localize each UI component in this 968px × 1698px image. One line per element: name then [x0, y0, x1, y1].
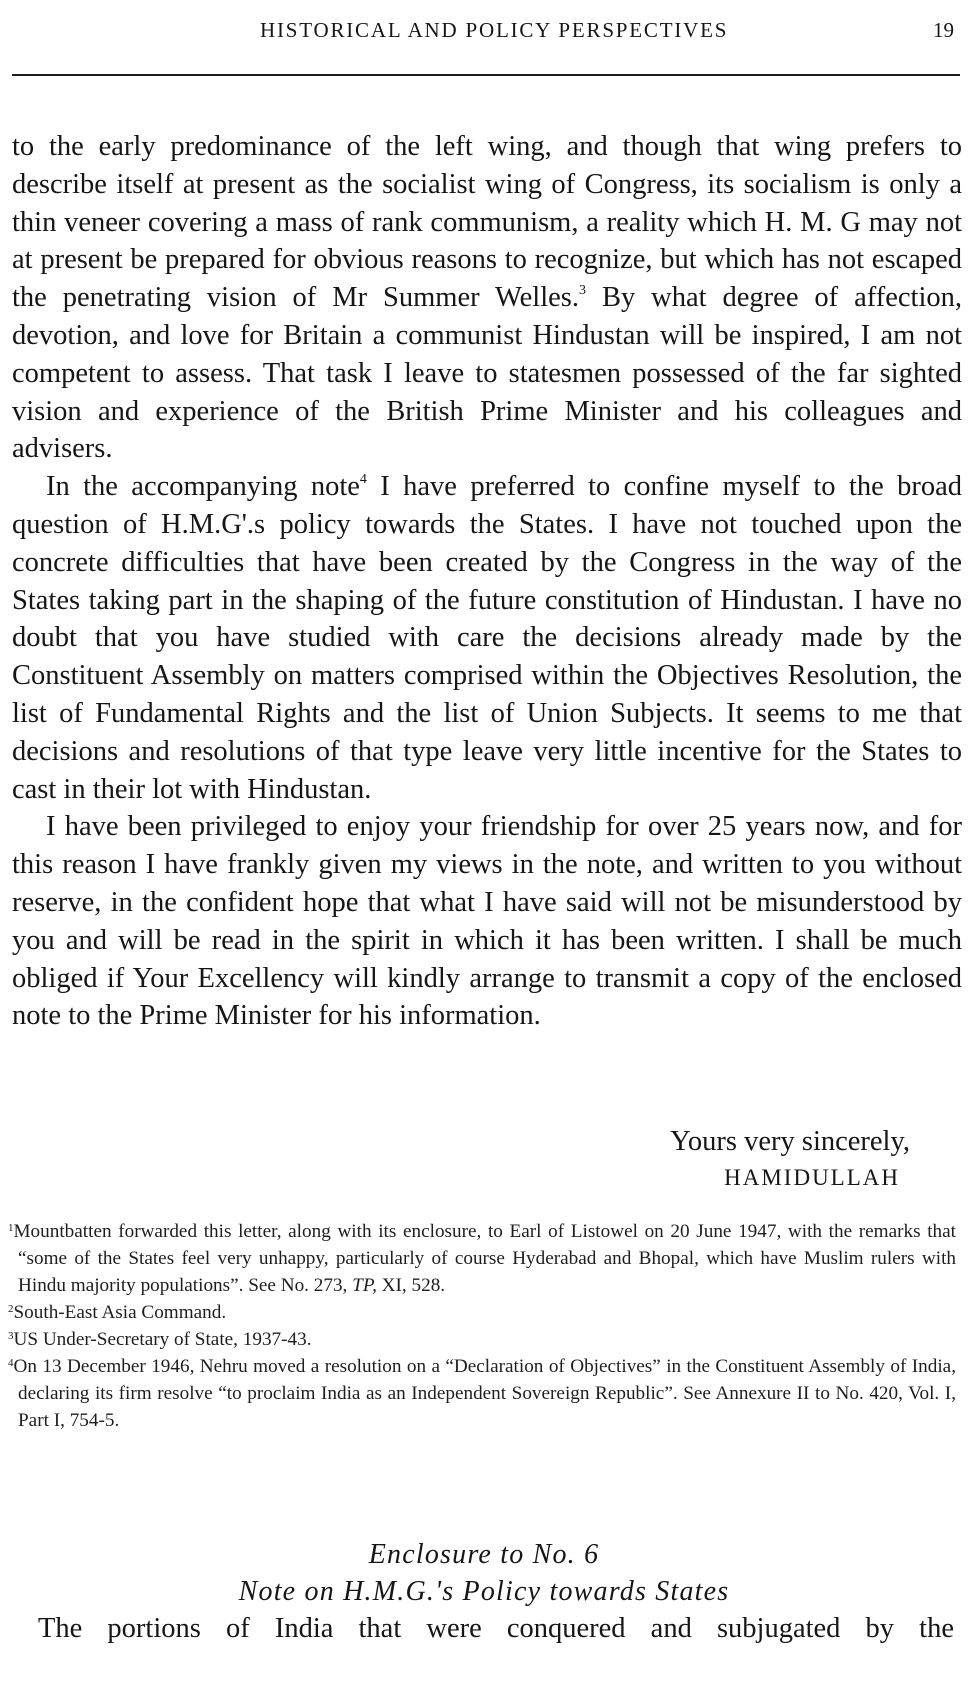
footnotes-section	[8, 1218, 956, 1434]
footnote-4	[8, 1353, 956, 1434]
signer-name: HAMIDULLAH	[724, 1165, 900, 1190]
body-paragraph-2-text-a: In the accompanying note	[46, 471, 360, 503]
enclosure-heading-block	[0, 1536, 968, 1610]
running-head: HISTORICAL AND POLICY PERSPECTIVES	[260, 18, 729, 42]
footnote-text: XI, 528.	[376, 1275, 446, 1296]
enclosure-subheading: Note on H.M.G.'s Policy towards States	[238, 1576, 730, 1607]
body-paragraph-2	[12, 468, 962, 808]
footnote-italic-text: TP,	[352, 1275, 377, 1296]
enclosure-heading: Enclosure to No. 6	[368, 1539, 600, 1570]
footnote-marker: 2	[8, 1303, 14, 1315]
footnote-marker: 3	[8, 1330, 14, 1342]
letter-body	[12, 128, 962, 1035]
footnote-text: On 13 December 1946, Nehru moved a resolution on a “Declaration of Objectives” in the Constituent Assembly of India, declaring its firm resolve “to proclaim India as an Independent Sovereign Republic”. See Annexure II to No. 420, Vol. I, Part I, 754-5.	[13, 1356, 956, 1431]
body-paragraph-1-text-b: By what degree of affection, devotion, and love for Britain a communist Hindustan will be inspired, I am not competent to assess. That task I leave to statesmen possessed of the far sighted vision and experience of the British Prime Minister and his colleagues and advisers.	[12, 282, 962, 465]
footnote-1	[8, 1218, 956, 1299]
footnote-text: Mountbatten forwarded this letter, along with its enclosure, to Earl of Listowel on 20 June 1947, with the remarks that “some of the States feel very unhappy, particularly of course Hyderabad and Bhopal, which have Muslim rulers with Hindu majority populations”. See No. 273,	[13, 1221, 956, 1296]
footnote-marker: 4	[8, 1357, 14, 1369]
page-header	[12, 18, 960, 76]
footnote-text: US Under-Secretary of State, 1937-43.	[13, 1329, 312, 1350]
footnote-3	[8, 1326, 956, 1353]
footnote-ref-3: 3	[579, 283, 587, 299]
footnote-text: South-East Asia Command.	[13, 1302, 227, 1323]
footnote-2	[8, 1299, 956, 1326]
body-paragraph-1	[12, 128, 962, 468]
footnote-ref-4: 4	[359, 472, 367, 488]
enclosure-first-line: The portions of India that were conquered and subjugated by the	[38, 1613, 954, 1644]
footnote-marker: 1	[8, 1222, 14, 1234]
closing-salutation: Yours very sincerely,	[670, 1126, 910, 1157]
letter-signoff	[670, 1124, 910, 1196]
page-number: 19	[933, 18, 954, 42]
body-paragraph-3: I have been privileged to enjoy your friendship for over 25 years now, and for this reason I have frankly given my views in the note, and written to you without reserve, in the confident hope that what I have said will not be misunderstood by you and will be read in the spirit in which it has been written. I shall be much obliged if Your Excellency will kindly arrange to transmit a copy of the enclosed note to the Prime Minister for his information.	[12, 811, 962, 1032]
body-paragraph-1-text-a: to the early predominance of the left wing, and though that wing prefers to describe itself at present as the socialist wing of Congress, its socialism is only a thin veneer covering a mass of rank communism, a reality which H. M. G may not at present be prepared for obvious reasons to recognize, but which has not escaped the penetrating vision of Mr Summer Welles.	[12, 131, 962, 314]
body-paragraph-2-text-b: I have preferred to confine myself to the broad question of H.M.G'.s policy towards the States. I have not touched upon the concrete difficulties that have been created by the Congress in the way of the States taking part in the shaping of the future constitution of Hindustan. I have no doubt that you have studied with care the decisions already made by the Constituent Assembly on matters comprised within the Objectives Resolution, the list of Fundamental Rights and the list of Union Subjects. It seems to me that decisions and resolutions of that type leave very little incentive for the States to cast in their lot with Hindustan.	[12, 471, 962, 805]
